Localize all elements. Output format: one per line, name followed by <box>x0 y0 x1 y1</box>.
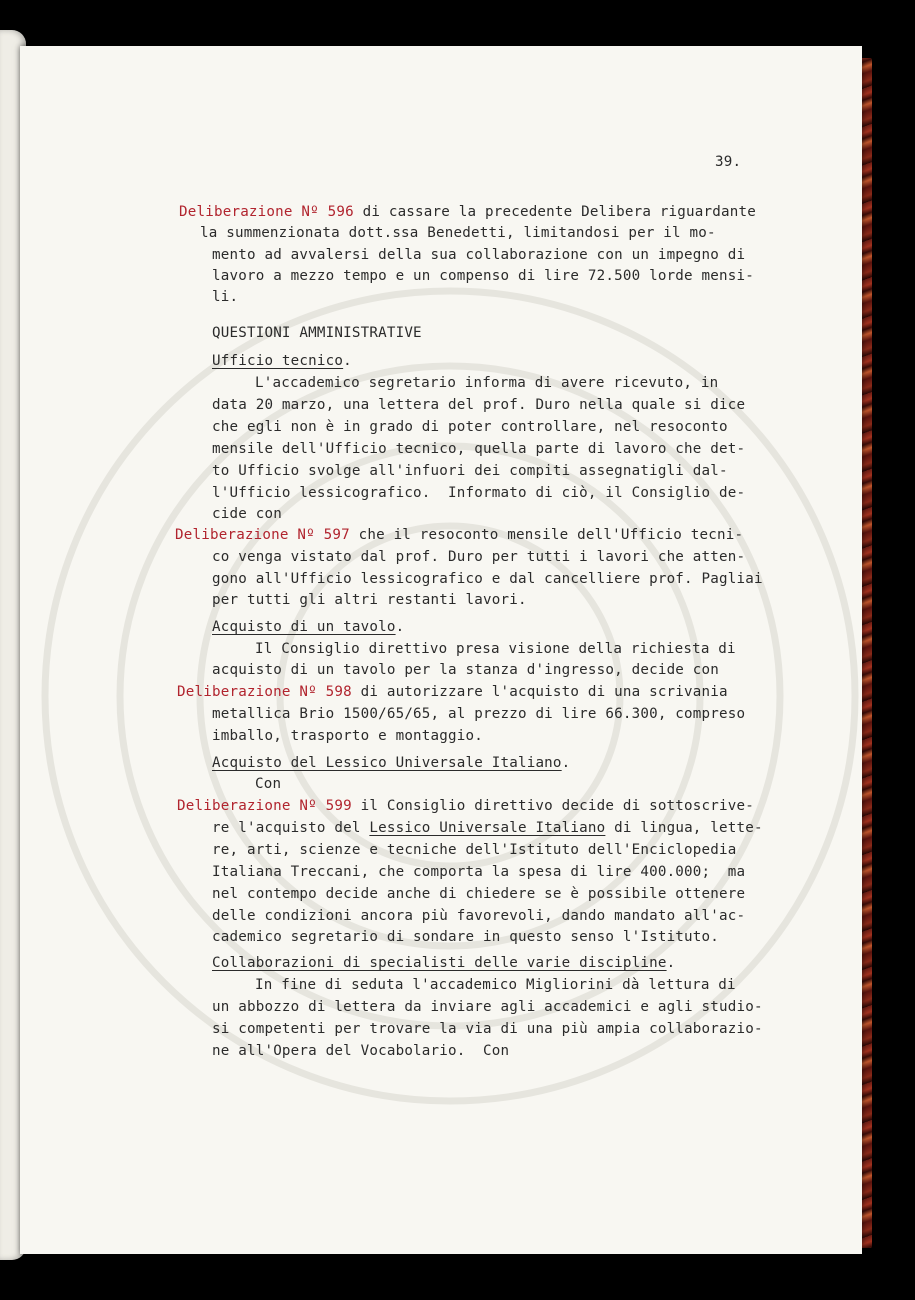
deliberation-label: Deliberazione Nº <box>177 684 317 700</box>
specialisti-line-1: In fine di seduta l'accademico Migliorini dà lettura di <box>255 977 736 993</box>
deliberation-label: Deliberazione Nº <box>177 798 317 814</box>
deliberation-596-line-2: la summenzionata dott.ssa Benedetti, limitandosi per il mo- <box>200 225 716 241</box>
deliberation-599-line-3: re, arti, scienze e tecniche dell'Istituto dell'Enciclopedia <box>212 842 737 858</box>
ufficio-tecnico-line-1: L'accademico segretario informa di avere ricevuto, in <box>255 375 719 391</box>
deliberation-598-line-2: metallica Brio 1500/65/65, al prezzo di lire 66.300, compreso <box>212 706 746 722</box>
ufficio-tecnico-line-2: data 20 marzo, una lettera del prof. Duro nella quale si dice <box>212 397 746 413</box>
deliberation-label: Deliberazione Nº <box>175 527 315 543</box>
deliberation-596-line-1: Deliberazione Nº 596 di cassare la precedente Delibera riguardante <box>179 204 756 220</box>
ufficio-tecnico-line-4: mensile dell'Ufficio tecnico, quella parte di lavoro che det- <box>212 441 746 457</box>
deliberation-597-line-2: co venga vistato dal prof. Duro per tutti i lavori che atten- <box>212 549 746 565</box>
ufficio-tecnico-line-5: to Ufficio svolge all'infuori dei compiti assegnatigli dal- <box>212 463 728 479</box>
deliberation-number: 597 <box>323 527 350 543</box>
deliberation-number: 598 <box>325 684 352 700</box>
deliberation-597-line-1: Deliberazione Nº 597 che il resoconto mensile dell'Ufficio tecni- <box>175 527 744 543</box>
ufficio-tecnico-line-6: l'Ufficio lessicografico. Informato di ciò, il Consiglio de- <box>212 485 746 501</box>
deliberation-599-line-4: Italiana Treccani, che comporta la spesa di lire 400.000; ma <box>212 864 746 880</box>
deliberation-596-line-4: lavoro a mezzo tempo e un compenso di lire 72.500 lorde mensi- <box>212 268 754 284</box>
deliberation-597-line-3: gono all'Ufficio lessicografico e dal cancelliere prof. Pagliai <box>212 571 763 587</box>
deliberation-599-line-2: re l'acquisto del Lessico Universale Italiano di lingua, lette- <box>212 820 763 836</box>
deliberation-596-line-5: li. <box>212 289 239 305</box>
specialisti-line-2: un abbozzo di lettera da inviare agli accademici e agli studio- <box>212 999 763 1015</box>
deliberation-598-line-3: imballo, trasporto e montaggio. <box>212 728 483 744</box>
specialisti-line-4: ne all'Opera del Vocabolario. Con <box>212 1043 510 1059</box>
tavolo-line-2: acquisto di un tavolo per la stanza d'ingresso, decide con <box>212 662 720 678</box>
deliberation-number: 599 <box>325 798 352 814</box>
ufficio-tecnico-line-3: che egli non è in grado di poter controllare, nel resoconto <box>212 419 728 435</box>
section-heading: QUESTIONI AMMINISTRATIVE <box>212 325 422 341</box>
subsection-title-specialisti: Collaborazioni di specialisti delle varie discipline. <box>212 955 676 971</box>
document-text <box>20 46 862 1254</box>
subsection-title-lessico: Acquisto del Lessico Universale Italiano. <box>212 755 571 771</box>
deliberation-599-line-5: nel contempo decide anche di chiedere se è possibile ottenere <box>212 886 746 902</box>
deliberation-599-line-6: delle condizioni ancora più favorevoli, dando mandato all'ac- <box>212 908 746 924</box>
ufficio-tecnico-line-7: cide con <box>212 506 282 522</box>
subsection-title-tavolo: Acquisto di un tavolo. <box>212 619 405 635</box>
page-number: 39. <box>715 154 742 170</box>
document-page <box>20 46 862 1254</box>
deliberation-number: 596 <box>327 204 354 220</box>
specialisti-line-3: si competenti per trovare la via di una più ampia collaborazio- <box>212 1021 763 1037</box>
lessico-line-1: Con <box>255 776 282 792</box>
deliberation-label: Deliberazione Nº <box>179 204 319 220</box>
deliberation-598-line-1: Deliberazione Nº 598 di autorizzare l'acquisto di una scrivania <box>177 684 728 700</box>
tavolo-line-1: Il Consiglio direttivo presa visione della richiesta di <box>255 641 736 657</box>
deliberation-599-line-7: cademico segretario di sondare in questo senso l'Istituto. <box>212 929 720 945</box>
subsection-title-ufficio-tecnico: Ufficio tecnico. <box>212 353 352 369</box>
deliberation-597-line-4: per tutti gli altri restanti lavori. <box>212 592 527 608</box>
deliberation-596-line-3: mento ad avvalersi della sua collaborazione con un impegno di <box>212 247 746 263</box>
deliberation-599-line-1: Deliberazione Nº 599 il Consiglio direttivo decide di sottoscrive- <box>177 798 754 814</box>
